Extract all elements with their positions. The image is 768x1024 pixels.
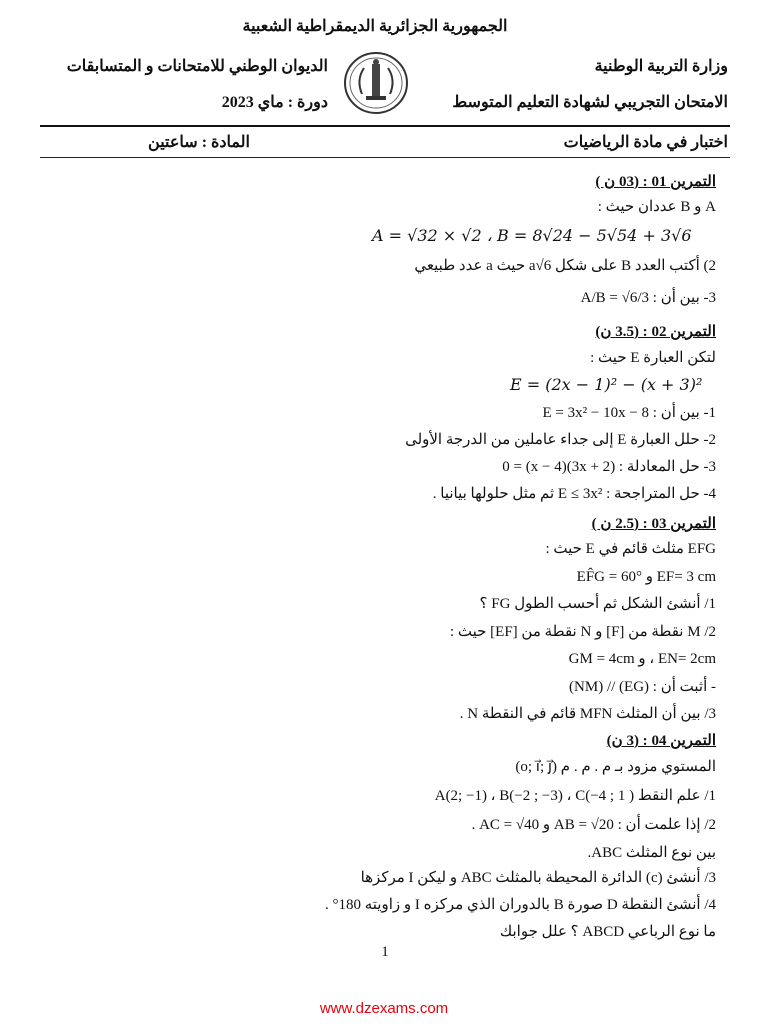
exercise-2-question-2: 2- حلل العبارة E إلى جداء عاملين من الدرجة الأولى (405, 432, 716, 448)
website-link[interactable]: www.dzexams.com (319, 1000, 449, 1017)
exercise-3-line-1: EFG مثلث قائم في E حيث : (545, 541, 716, 557)
exercise-1-line-1: A و B عددان حيث : (597, 199, 716, 215)
onec-seal-logo (342, 50, 410, 116)
exercise-3-title: التمرين 03 : (2.5 ن ) (591, 516, 716, 532)
exercise-4-question-2: 2/ إذا علمت أن : AB = √20 و AC = √40 . (471, 817, 716, 833)
exercise-3-line-2: EF= 3 cm و EF̂G = 60° (576, 569, 716, 585)
exercise-2-formula: E = (2x − 1)² − (x + 3)² (510, 375, 703, 394)
exercise-3-line-3: EN= 2cm ، و GM = 4cm (568, 651, 716, 667)
office-name: الديوان الوطني للامتحانات و المتسابقات (66, 58, 328, 75)
exercise-4-title: التمرين 04 : (3 ن) (606, 733, 716, 749)
exercise-1-formula: A = √32 × √2 ، B = 8√24 − 5√54 + 3√6 (372, 226, 692, 245)
exercise-1-question-2: 2) أكتب العدد B على شكل a√6 حيث a عدد طبيعي (414, 258, 716, 274)
exercise-4-question-4: 4/ أنشئ النقطة D صورة B بالدوران الذي مركزه I و زاويته 180° . (324, 897, 716, 913)
header-rule-bottom (40, 157, 730, 158)
exercise-2-title: التمرين 02 : (3.5 ن) (595, 324, 716, 340)
exercise-4-line-1: المستوي مزود بـ م . م . م (o; i⃗; j⃗) (515, 759, 716, 775)
republic-title: الجمهورية الجزائرية الديمقراطية الشعبية (242, 18, 508, 35)
exercise-4-question-3: 3/ أنشئ (c) الدائرة المحيطة بالمثلث ABC و ليكن I مركزها (360, 870, 716, 886)
header-rule-top (40, 125, 730, 127)
exercise-4-question-1: 1/ علم النقط A(2; −1) ، B(−2 ; −3) ، C(−4 ; 1 ) (434, 788, 716, 804)
exercise-1-title: التمرين 01 : (03 ن ) (595, 174, 716, 190)
exercise-1-question-3: 3- بين أن : A/B = √6/3 (580, 290, 716, 306)
duration-label: المادة : ساعتين (148, 134, 250, 151)
exercise-3-question-3: 3/ بين أن المثلث MFN قائم في النقطة N . (459, 706, 716, 722)
exercise-2-question-1: 1- بين أن : E = 3x² − 10x − 8 (542, 405, 716, 421)
test-title: اختبار في مادة الرياضيات (563, 134, 728, 151)
exam-name: الامتحان التجريبي لشهادة التعليم المتوسط (452, 94, 728, 111)
exercise-2-line-1: لتكن العبارة E حيث : (590, 350, 716, 366)
exercise-4-line-3: ما نوع الرباعي ABCD ؟ علل جوابك (499, 924, 716, 940)
exercise-3-question-2: 2/ M نقطة من [F] و N نقطة من [EF] حيث : (449, 624, 716, 640)
session-label: دورة : ماي 2023 (221, 94, 328, 111)
page-number: 1 (381, 944, 389, 960)
ministry-name: وزارة التربية الوطنية (594, 58, 728, 75)
exercise-2-question-3: 3- حل المعادلة : (3x + 2)(x − 4) = 0 (502, 459, 716, 475)
exercise-2-question-4: 4- حل المتراجحة : E ≤ 3x² ثم مثل حلولها بيانيا . (432, 486, 716, 502)
exercise-3-question-1: 1/ أنشئ الشكل ثم أحسب الطول FG ؟ (479, 596, 716, 612)
exercise-4-line-2: بين نوع المثلث ABC. (587, 845, 716, 861)
exercise-3-line-4: - أثبت أن : (EG) // (NM) (569, 679, 716, 695)
